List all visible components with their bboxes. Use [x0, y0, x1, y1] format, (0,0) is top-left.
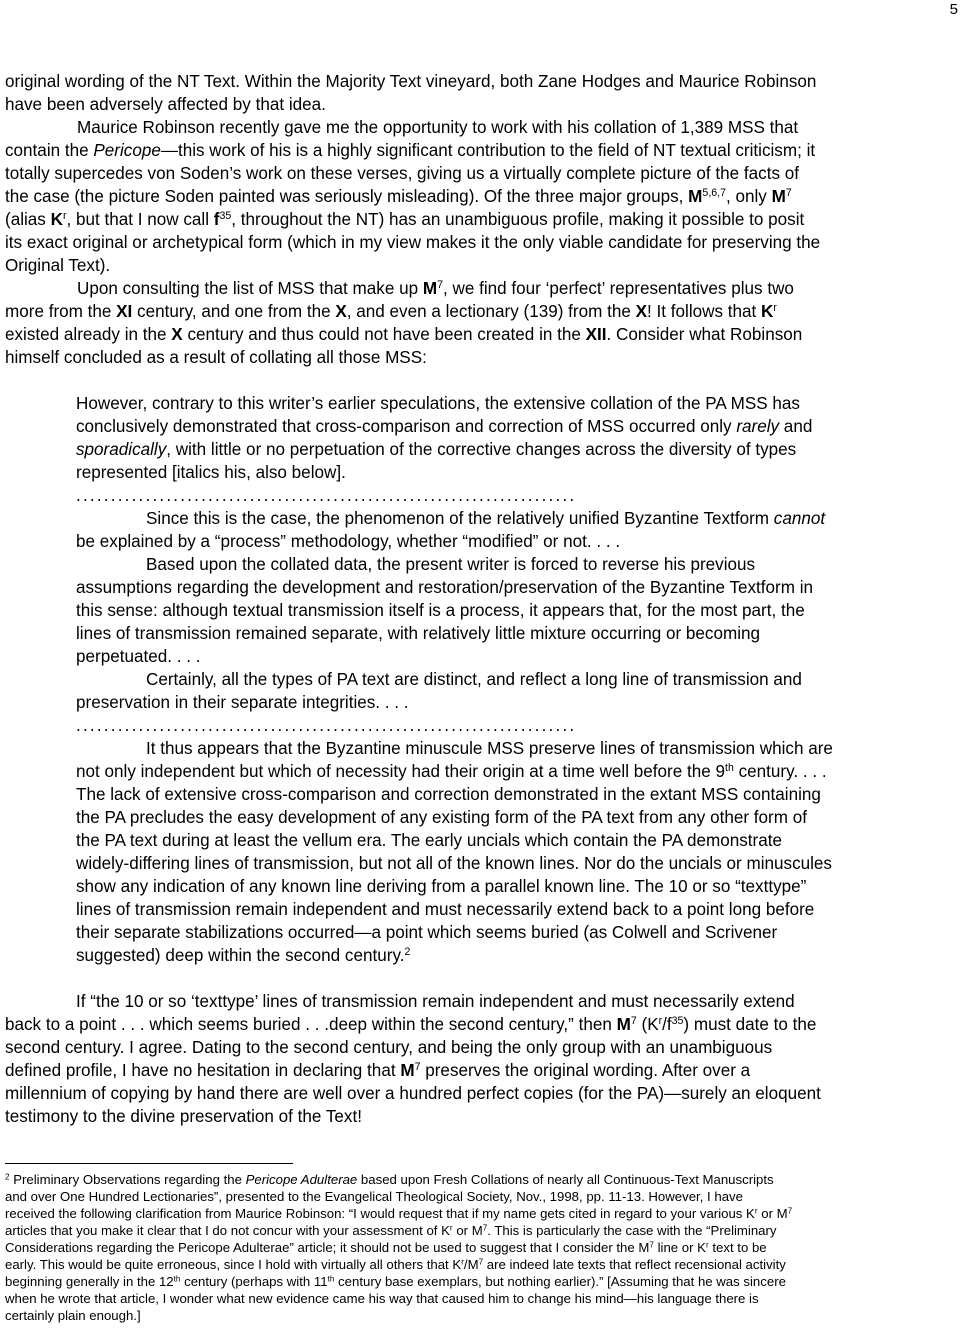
footnote-line: when he wrote that article, I wonder what new evidence came his way that caused him to change his mind—his language there is [5, 1291, 759, 1306]
quote-line: Based upon the collated data, the present writer is forced to reverse his previous [146, 555, 756, 574]
quote-line: the PA precludes the easy development of any existing form of the PA text from any other form of [76, 808, 807, 827]
quote-line: The lack of extensive cross-comparison and correction demonstrated in the extant MSS containing [76, 785, 821, 804]
paragraph-line: second century. I agree. Dating to the second century, and being the only group with an unambiguous [5, 1038, 773, 1057]
quote-line: Certainly, all the types of PA text are distinct, and reflect a long line of transmission and [146, 670, 802, 689]
quote-line: this sense: although textual transmission itself is a process, it appears that, for the most part, the [76, 601, 805, 620]
paragraph-line: the case (the picture Soden painted was seriously misleading). Of the three major groups, M$^{5,6,7}$, only $M^7$ [5, 187, 792, 206]
footnote-line: $^2$ Preliminary Observations regarding the Pericope Adulterae based upon Fresh Collations of nearly all Continuous-Text Manuscripts [5, 1172, 774, 1187]
footnote-line: and over One Hundred Lectionaries”, presented to the Evangelical Theological Society, Nov., 1998, pp. 11-13. However, I have [5, 1189, 743, 1204]
quote-line: the PA text during at least the vellum era. The early uncials which contain the PA demonstrate [76, 831, 782, 850]
quote-line: However, contrary to this writer’s earlier speculations, the extensive collation of the PA MSS has [76, 394, 800, 413]
quote-line: sporadically, with little or no perpetuation of the corrective changes across the diversity of types [76, 440, 797, 459]
quote-line: suggested) deep within the second century.$^2$ [76, 946, 411, 965]
paragraph-line: more from the XI century, and one from the X, and even a lectionary (139) from the X! It follows that $K^r$ [5, 302, 777, 321]
paragraph-line: totally supercedes von Soden’s work on these verses, giving us a virtually complete picture of the facts of [5, 164, 800, 183]
paragraph-line: contain the Pericope—this work of his is a highly significant contribution to the field of NT textual criticism; it [5, 141, 816, 160]
footnote-line: Considerations regarding the Pericope Adulterae” article; it should not be used to suggest that I consider the $M^7$ line or $K^r$ text to be [5, 1240, 767, 1255]
quote-line: show any indication of any known line deriving from a parallel known line. The 10 or so “texttype” [76, 877, 807, 896]
paragraph-line: testimony to the divine preservation of the Text! [5, 1107, 362, 1126]
footnote-line: early. This would be quite erroneous, since I hold with virtually all others that $K^r/M^7$ are indeed late texts that reflect recensional activity [5, 1257, 786, 1272]
quote-line: It thus appears that the Byzantine minuscule MSS preserve lines of transmission which are [146, 739, 833, 758]
paragraph-line: its exact original or archetypical form (which in my view makes it the only viable candidate for preserving the [5, 233, 821, 252]
paragraph-line: original wording of the NT Text. Within the Majority Text vineyard, both Zane Hodges and Maurice Robinson [5, 72, 817, 91]
quote-line: perpetuated. . . . [76, 647, 201, 666]
pericope-italic: Pericope [93, 141, 161, 160]
quote-line: lines of transmission remained separate, with relatively little mixture occurring or becoming [76, 624, 761, 643]
quote-line: their separate stabilizations occurred—a point which seems buried (as Colwell and Scrivener [76, 923, 778, 942]
quote-line: assumptions regarding the development and restoration/preservation of the Byzantine Textform in [76, 578, 814, 597]
page-number: 5 [949, 1, 958, 18]
paragraph-line: existed already in the X century and thus could not have been created in the XII. Consider what Robinson [5, 325, 803, 344]
quote-line: not only independent but which of necessity had their origin at a time well before the 9th century. . . . [76, 762, 827, 781]
paragraph-line: Maurice Robinson recently gave me the opportunity to work with his collation of 1,389 MSS that [77, 118, 799, 137]
paragraph-line: millennium of copying by hand there are well over a hundred perfect copies (for the PA)—surely an eloquent [5, 1084, 821, 1103]
footnote-line: certainly plain enough.] [5, 1308, 141, 1323]
quote-line: widely-differing lines of transmission, but not all of the known lines. Nor do the uncials or minuscules [76, 854, 832, 873]
paragraph-line: (alias $K^r$, but that I now call $f^{35}$, throughout the NT) has an unambiguous profile, making it possible to posit [5, 210, 805, 229]
paragraph-line: have been adversely affected by that idea. [5, 95, 326, 114]
paragraph-line: back to a point . . . which seems buried . . .deep within the second century,” then $M^7$ $(K^r/f^{35})$ must date to the [5, 1015, 817, 1034]
footnote-line: articles that you make it clear that I do not concur with your assessment of $K^r$ or $M^7$. This is particularly the case with the “Preliminary [5, 1223, 777, 1238]
paragraph-line: himself concluded as a result of collating all those MSS: [5, 348, 427, 367]
ellipsis-line: ........................................................................ [76, 486, 577, 505]
quote-line: Since this is the case, the phenomenon of the relatively unified Byzantine Textform cannot [146, 509, 826, 528]
quote-line: lines of transmission remain independent and must necessarily extend back to a point long before [76, 900, 815, 919]
paragraph-line: If “the 10 or so ‘texttype’ lines of transmission remain independent and must necessarily extend [76, 992, 795, 1011]
paragraph-line: Upon consulting the list of MSS that make up $M^7$, we find four ‘perfect’ representatives plus two [77, 279, 794, 298]
ellipsis-line: ........................................................................ [76, 716, 577, 735]
footnote-separator [5, 1163, 293, 1164]
paragraph-line: defined profile, I have no hesitation in declaring that $M^7$ preserves the original wording. After over a [5, 1061, 751, 1080]
paragraph-line: Original Text). [5, 256, 111, 275]
quote-line: be explained by a “process” methodology, whether “modified” or not. . . . [76, 532, 621, 551]
footnote-reference[interactable]: 2 [404, 946, 411, 959]
footnote-line: beginning generally in the 12th century (perhaps with 11th century base exemplars, but nothing earlier).” [Assuming that he was sincere [5, 1274, 786, 1289]
quote-line: conclusively demonstrated that cross-comparison and correction of MSS occurred only rarely and [76, 417, 813, 436]
footnote-number: 2 [5, 1172, 10, 1182]
quote-line: represented [italics his, also below]. [76, 463, 346, 482]
quote-line: preservation in their separate integrities. . . . [76, 693, 409, 712]
footnote-line: received the following clarification from Maurice Robinson: “I would request that if my name gets cited in regard to your various $K^r$ or $M^7$ [5, 1206, 793, 1221]
